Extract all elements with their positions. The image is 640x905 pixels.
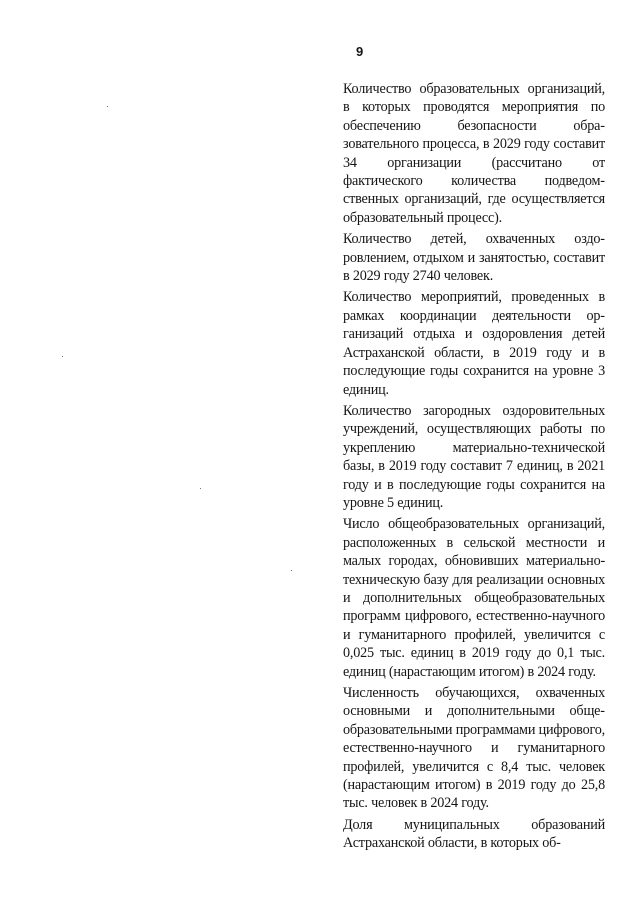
paragraph-children-recreation: Количество детей, охваченных оздоровлением, отдыхом и занятостью, составит в 2029 году 2740 человек. (343, 231, 605, 285)
paragraph-municipalities-share: Доля муниципальных образований Астраханской области, в которых об- (343, 816, 605, 852)
scan-speck (200, 488, 201, 489)
paragraph-students-covered: Численность обучающихся, охваченных основными и дополнительными общеобразовательными программами цифрового, естественно-научного и гуманитарного профилей, увеличится с 8,4 тыс. человек (нарастающим итогом) в 2019 году до 25,8 тыс. человек в 2024 году. (343, 685, 605, 812)
paragraph-school-safety: Количество образовательных организаций, в которых проводятся мероприятия по обеспечению безопасности образовательного процесса, в 2029 году составит 34 организации (рассчитано от фактического количества подведомственных организаций, где осуществляется образовательный процесс). (343, 81, 605, 226)
paragraph-rural-schools: Число общеобразовательных организаций, расположенных в сельской местности и малых городах, обновивших материально-техническую базу для реализации основных и дополнительных общеобразовательных программ цифрового, естественно-научного и гуманитарного профилей, увеличится с 0,025 тыс. единиц в 2019 году до 0,1 тыс. единиц (нарастающим итогом) в 2024 году. (343, 516, 605, 680)
scan-speck (291, 570, 292, 571)
text-column (343, 80, 605, 856)
page-number: 9 (356, 44, 364, 59)
scan-speck (107, 106, 108, 107)
scan-speck (62, 356, 63, 357)
paragraph-coordination-events: Количество мероприятий, проведенных в рамках координации деятельности организаций отдыха и оздоровления детей Астраханской области, в 2019 году и в последующие годы сохранится на уровне 3 единиц. (343, 289, 605, 398)
paragraph-country-camps: Количество загородных оздоровительных учреждений, осуществляющих работы по укреплению материально-технической базы, в 2019 году составит 7 единиц, в 2021 году и в последующие годы сохранится на уровне 5 единиц. (343, 402, 605, 511)
